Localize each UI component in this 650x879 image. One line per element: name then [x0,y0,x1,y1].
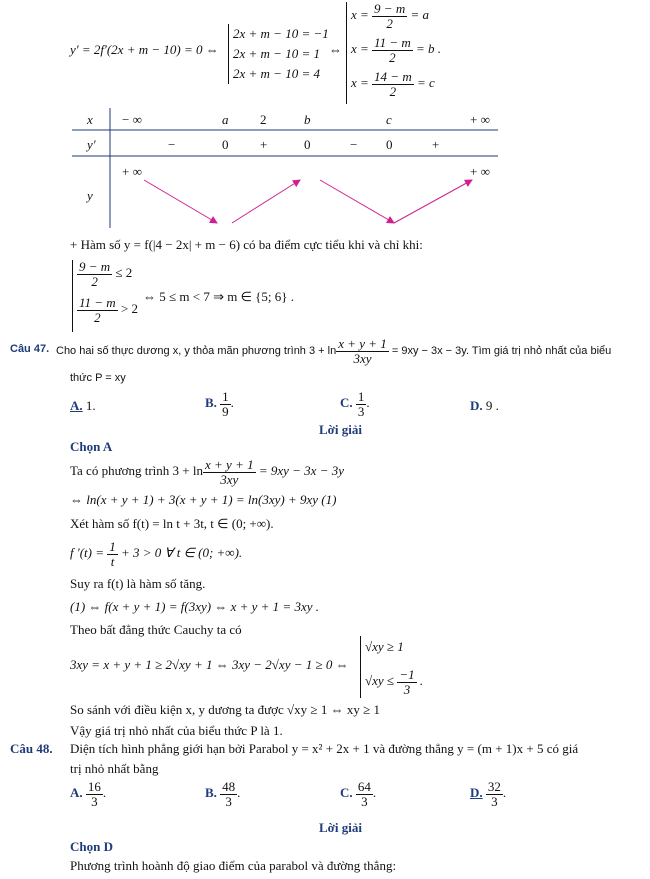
variation-table [72,108,498,228]
arrow-up-2 [394,180,472,223]
q47-step-8-cases [360,636,423,698]
root-c: x = $\frac{14 - m}{2}$ = c [351,69,435,99]
case-eq-2: 2x + m − 10 = 1 [233,46,320,61]
q47-step-8: 3xy = x + y + 1 ≥ 2√xy + 1 ⇔ 3xy − 2√xy − 1 ≥ 0 ⇔ [70,657,349,672]
q47-option-b[interactable]: B. $\frac{1}{9}$ . [205,389,234,419]
x-pos-inf: + ∞ [470,112,490,127]
q48-option-b[interactable]: B. $\frac{48}{3}$ . [205,779,241,809]
row-label-x: x [87,112,93,127]
q47-step-2: ⇔ ln(x + y + 1) + 3(x + y + 1) = ln(3xy) + 9xy (1) [70,492,337,507]
q47-step-9: So sánh với điều kiện x, y dương ta được √xy ≥ 1 ⇔ xy ≥ 1 [70,702,380,717]
x-2: 2 [260,112,267,127]
q48-option-a[interactable]: A. $\frac{16}{3}$ . [70,779,107,809]
sign-zero-2: 0 [304,137,311,152]
q47-step-5: Suy ra f(t) là hàm số tăng. [70,576,206,591]
root-cases [346,2,441,104]
arrow-down-2 [320,180,394,223]
sign-4: + [432,137,440,152]
q48-text-cont: trị nhỏ nhất bằng [70,761,159,776]
x-c: c [386,112,392,127]
q47-step-7: Theo bất đẳng thức Cauchy ta có [70,622,242,637]
root-b: x = $\frac{11 - m}{2}$ = b . [351,35,442,65]
q47-step-6: (1) ⇔ f(x + y + 1) = f(3xy) ⇔ x + y + 1 = 3xy . [70,599,319,614]
iff-symbol: ⇔ [329,42,342,57]
x-b: b [304,112,311,127]
case-eq-1: 2x + m − 10 = −1 [233,26,329,41]
condition-1: $\frac{9 - m}{2}$ ≤ 2 [79,259,133,289]
q48-answer: Chọn D [70,839,113,854]
case-sqrt-ge: √xy ≥ 1 [365,639,404,654]
sign-3: − [350,137,358,152]
q47-conclusion: Vậy giá trị nhỏ nhất của biểu thức P là 1. [70,723,283,738]
q47-option-a[interactable]: A. 1. [70,398,96,413]
derivative-cases [228,24,329,84]
q48-step-1: Phương trình hoành độ giao điểm của parabol và đường thẳng: [70,858,397,873]
row-label-yprime: y′ [87,137,96,152]
q47-option-d[interactable]: D. 9 . [470,398,499,413]
y-right-inf: + ∞ [470,164,490,179]
y-left-inf: + ∞ [122,164,142,179]
derivative-equation: y′ = 2f′(2x + m − 10) = 0 ⇔ [70,42,219,57]
q47-text-cont: thức P = xy [70,372,126,384]
q47-text: Cho hai số thực dương x, y thỏa mãn phương trình 3 + ln $\frac{x + y + 1}{3xy}$ = 9xy − 3x − 3y. Tìm giá trị nhỏ nhất của biểu [56,336,612,366]
root-a: x = $\frac{9 - m}{2}$ = a [351,1,429,31]
sign-zero-3: 0 [386,137,393,152]
q47-step-1: Ta có phương trình 3 + ln $\frac{x + y + 1}{3xy}$ = 9xy − 3x − 3y [70,457,344,487]
arrow-up-1 [232,180,300,223]
sign-1: − [168,137,176,152]
q47-step-3: Xét hàm số f(t) = ln t + 3t, t ∈ (0; +∞). [70,516,274,531]
row-label-y: y [87,188,93,203]
condition-intro: + Hàm số y = f(|4 − 2x| + m − 6) có ba điểm cực tiểu khi và chỉ khi: [70,237,423,252]
sign-2: + [260,137,268,152]
q47-answer: Chọn A [70,439,113,454]
case-eq-3: 2x + m − 10 = 4 [233,66,320,81]
q48-text: Diện tích hình phẳng giới hạn bởi Parabol y = x² + 2x + 1 và đường thẳng y = (m + 1)x + 5 có giá [70,741,579,756]
x-neg-inf: − ∞ [122,112,142,127]
condition-result: ⇔ 5 ≤ m < 7 ⇒ m ∈ {5; 6} . [143,289,294,304]
q47-label: Câu 47. [10,343,50,355]
q47-solution-title: Lời giải [319,422,362,437]
condition-system [72,260,138,332]
sign-zero-1: 0 [222,137,229,152]
q48-label: Câu 48. [10,741,53,756]
q48-option-c[interactable]: C. $\frac{64}{3}$ . [340,779,377,809]
arrow-down-1 [144,180,217,223]
q47-step-4: f ′(t) = $\frac{1}{t}$ + 3 > 0 ∀ t ∈ (0; +∞). [70,539,243,569]
q48-option-d[interactable]: D. $\frac{32}{3}$ . [470,779,507,809]
q48-solution-title: Lời giải [319,820,362,835]
case-sqrt-le: √xy ≤ $\frac{-1}{3}$ . [365,667,424,697]
q47-option-c[interactable]: C. $\frac{1}{3}$ . [340,389,370,419]
x-a: a [222,112,229,127]
condition-2: $\frac{11 - m}{2}$ > 2 [79,295,139,325]
